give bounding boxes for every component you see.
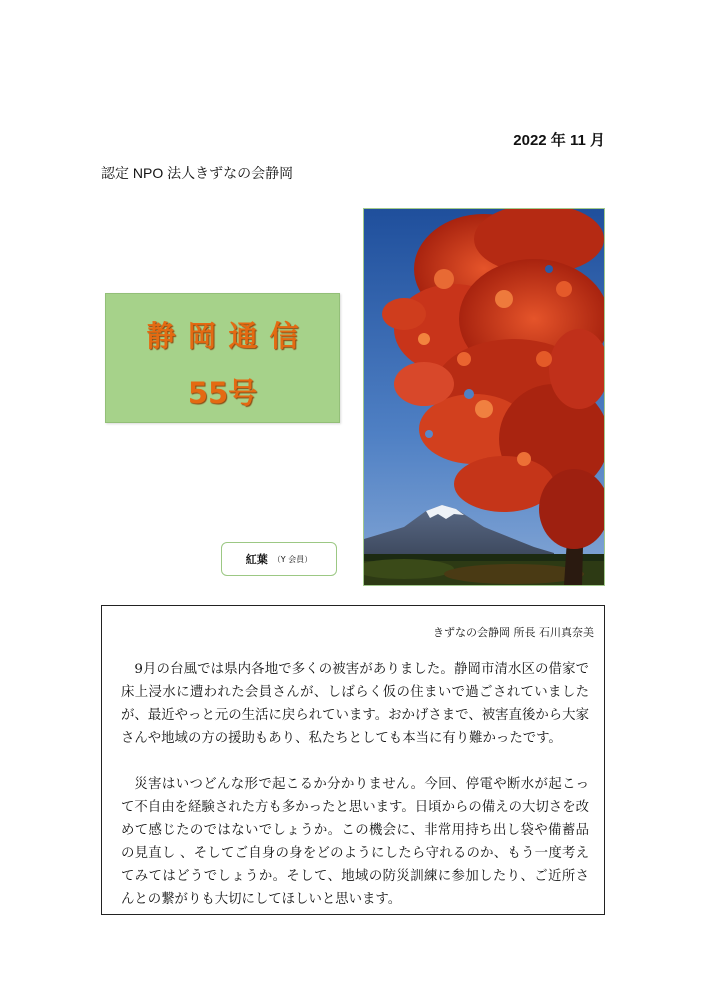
autumn-fuji-photo: [363, 208, 605, 586]
message-paragraph: 9月の台風では県内各地で多くの被害がありました。静岡市清水区の借家で床上浸水に遭われた会員さんが、しばらく仮の住まいで過ごされていましたが、最近やっと元の生活に戻られています。おかげさまで、被害直後から大家さんや地域の方の援助もあり、私たちとしても本当に有り難かったです。: [121, 662, 589, 746]
photo-caption: [221, 542, 337, 576]
message-author: きずなの会静岡 所長 石川真奈美: [433, 626, 594, 639]
message-paragraph: 災害はいつどんな形で起こるか分かりません。今回、停電や断水が起こって不自由を経験された方も多かったと思います。日頃からの備えの大切さを改めて感じたのではないでしょうか。この機会に、非常用持ち出し袋や備蓄品の見直し 、そしてご自身の身をどのようにしたら守れるのか、もう一度考えてみてはどうでしょうか。そして、地域の防災訓練に参加したり、ご近所さんとの繋がりも大切にしてほしいと思います。: [121, 777, 589, 907]
message-box: [101, 605, 605, 915]
newsletter-title: 静岡通信: [146, 319, 311, 353]
newsletter-title-box: [105, 293, 340, 423]
caption-credit: （Y 会員）: [272, 554, 313, 564]
issue-date: 2022 年 11 月: [513, 132, 605, 149]
issue-number: 55号: [187, 376, 258, 410]
organization-name: 認定 NPO 法人きずなの会静岡: [101, 165, 294, 181]
caption-title: 紅葉: [245, 553, 268, 566]
